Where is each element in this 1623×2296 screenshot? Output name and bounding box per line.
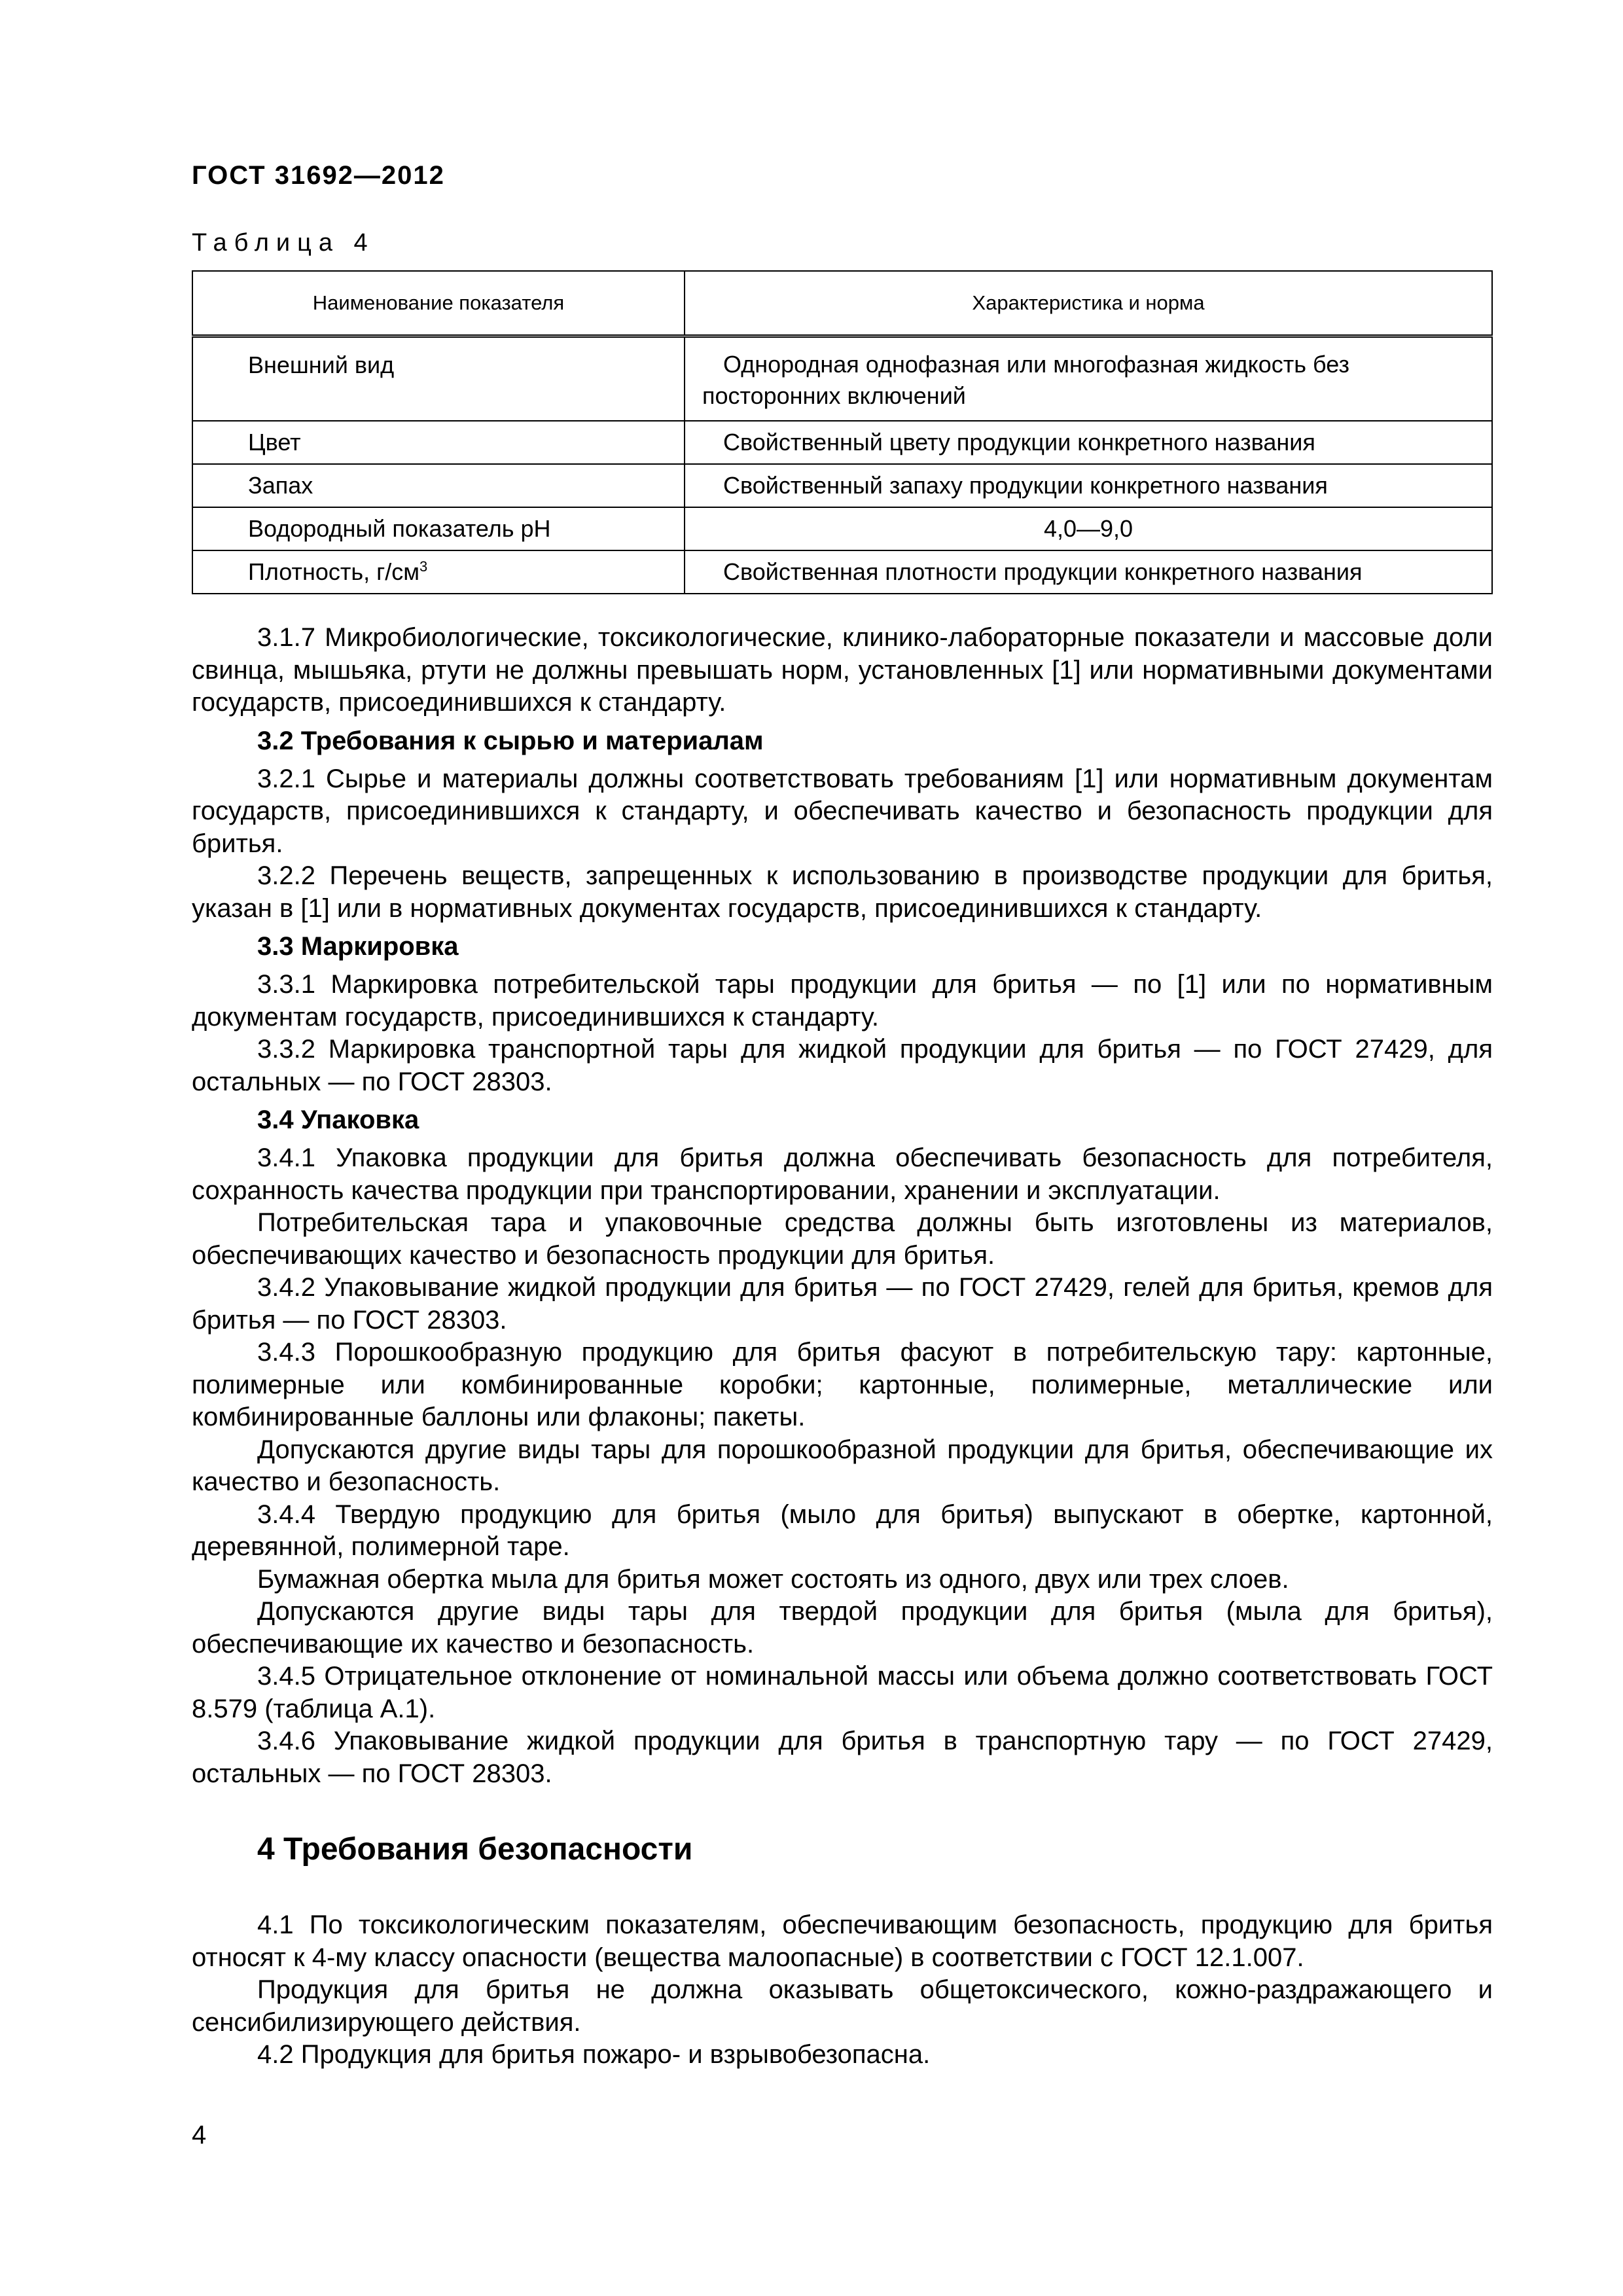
clause-4-1: 4.1 По токсикологическим показателям, обеспечивающим безопасность, продукцию для бритья относят к 4-му классу опасности (вещества малоопасные) в соответствии с ГОСТ 12.1.007. xyxy=(192,1910,1493,1972)
indicator-name: Цвет xyxy=(192,421,685,464)
section-heading-3-4: 3.4 Упаковка xyxy=(257,1105,419,1134)
indicator-norm: Свойственный запаху продукции конкретного названия xyxy=(685,464,1492,507)
clause-3-4-3: 3.4.3 Порошкообразную продукцию для бритья фасуют в потребительскую тару: картонные, полимерные или комбинированные коробки; картонные, полимерные, металлические или комбинированные баллоны или флаконы; пакеты. xyxy=(192,1338,1493,1431)
clause-4-1-paragraph: Продукция для бритья не должна оказывать общетоксического, кожно-раздражающего и сенсибилизирующего действия. xyxy=(192,1975,1493,2037)
indicator-name: Запах xyxy=(192,464,685,507)
clause-3-3-2: 3.3.2 Маркировка транспортной тары для жидкой продукции для бритья — по ГОСТ 27429, для остальных — по ГОСТ 28303. xyxy=(192,1035,1493,1096)
unit-exponent: 3 xyxy=(419,558,428,575)
table-row xyxy=(192,336,1492,422)
table-row xyxy=(192,464,1492,507)
indicator-name xyxy=(192,550,685,594)
clause-3-4-4: 3.4.4 Твердую продукцию для бритья (мыло для бритья) выпускают в обертке, картонной, деревянной, полимерной таре. xyxy=(192,1499,1493,1561)
indicator-name: Водородный показатель pH xyxy=(192,507,685,550)
section-heading-4: 4 Требования безопасности xyxy=(257,1832,693,1867)
table-row xyxy=(192,550,1492,594)
clause-3-4-4-paragraph: Бумажная обертка мыла для бритья может состоять из одного, двух или трех слоев. xyxy=(257,1564,1289,1594)
table-row xyxy=(192,507,1492,550)
indicator-norm: Свойственный цвету продукции конкретного названия xyxy=(685,421,1492,464)
column-header-norm: Характеристика и норма xyxy=(685,271,1492,336)
table-caption: Таблица 4 xyxy=(192,229,375,257)
clause-3-3-1: 3.3.1 Маркировка потребительской тары продукции для бритья — по [1] или по нормативным документам государств, присоединившихся к стандарту. xyxy=(192,970,1493,1031)
indicator-norm: 4,0—9,0 xyxy=(685,507,1492,550)
section-heading-3-2: 3.2 Требования к сырью и материалам xyxy=(257,726,764,755)
column-header-indicator: Наименование показателя xyxy=(192,271,685,336)
standard-designation: ГОСТ 31692—2012 xyxy=(192,161,445,190)
section-heading-3-3: 3.3 Маркировка xyxy=(257,932,459,961)
clause-3-4-2: 3.4.2 Упаковывание жидкой продукции для бритья — по ГОСТ 27429, гелей для бритья, кремов для бритья — по ГОСТ 28303. xyxy=(192,1273,1493,1335)
clause-3-1-7: 3.1.7 Микробиологические, токсикологические, клинико-лабораторные показатели и массовые доли свинца, мышьяка, ртути не должны превышать норм, установленных [1] или нормативными документами государств, присоединившихся к стандарту. xyxy=(192,623,1493,717)
clause-3-2-2: 3.2.2 Перечень веществ, запрещенных к использованию в производстве продукции для бритья, указан в [1] или в нормативных документах государств, присоединившихся к стандарту. xyxy=(192,861,1493,923)
clause-3-4-5: 3.4.5 Отрицательное отклонение от номинальной массы или объема должно соответствовать ГОСТ 8.579 (таблица А.1). xyxy=(192,1662,1493,1723)
clause-3-4-1: 3.4.1 Упаковка продукции для бритья должна обеспечивать безопасность для потребителя, сохранность качества продукции при транспортировании, хранении и эксплуатации. xyxy=(192,1143,1493,1205)
document-body xyxy=(192,622,1493,2072)
indicator-name: Внешний вид xyxy=(192,336,685,422)
clause-3-4-6: 3.4.6 Упаковывание жидкой продукции для бритья в транспортную тару — по ГОСТ 27429, остальных — по ГОСТ 28303. xyxy=(192,1727,1493,1788)
table-row xyxy=(192,421,1492,464)
requirements-table xyxy=(192,270,1493,594)
clause-3-4-4-paragraph: Допускаются другие виды тары для твердой продукции для бритья (мыла для бритья), обеспечивающие их качество и безопасность. xyxy=(192,1597,1493,1659)
indicator-norm: Однородная однофазная или многофазная жидкость без посторонних включений xyxy=(685,336,1492,422)
clause-3-2-1: 3.2.1 Сырье и материалы должны соответствовать требованиям [1] или нормативным документам государств, присоединившихся к стандарту, и обеспечивать качество и безопасность продукции для бритья. xyxy=(192,764,1493,858)
table-header-row xyxy=(192,271,1492,336)
indicator-name-text: Плотность, г/см xyxy=(248,558,420,585)
clause-3-4-1-paragraph: Потребительская тара и упаковочные средства должны быть изготовлены из материалов, обеспечивающих качество и безопасность продукции для бритья. xyxy=(192,1208,1493,1270)
clause-4-2: 4.2 Продукция для бритья пожаро- и взрывобезопасна. xyxy=(257,2040,931,2069)
indicator-norm: Свойственная плотности продукции конкретного названия xyxy=(685,550,1492,594)
page-number: 4 xyxy=(192,2121,207,2149)
clause-3-4-3-paragraph: Допускаются другие виды тары для порошкообразной продукции для бритья, обеспечивающие их качество и безопасность. xyxy=(192,1435,1493,1496)
